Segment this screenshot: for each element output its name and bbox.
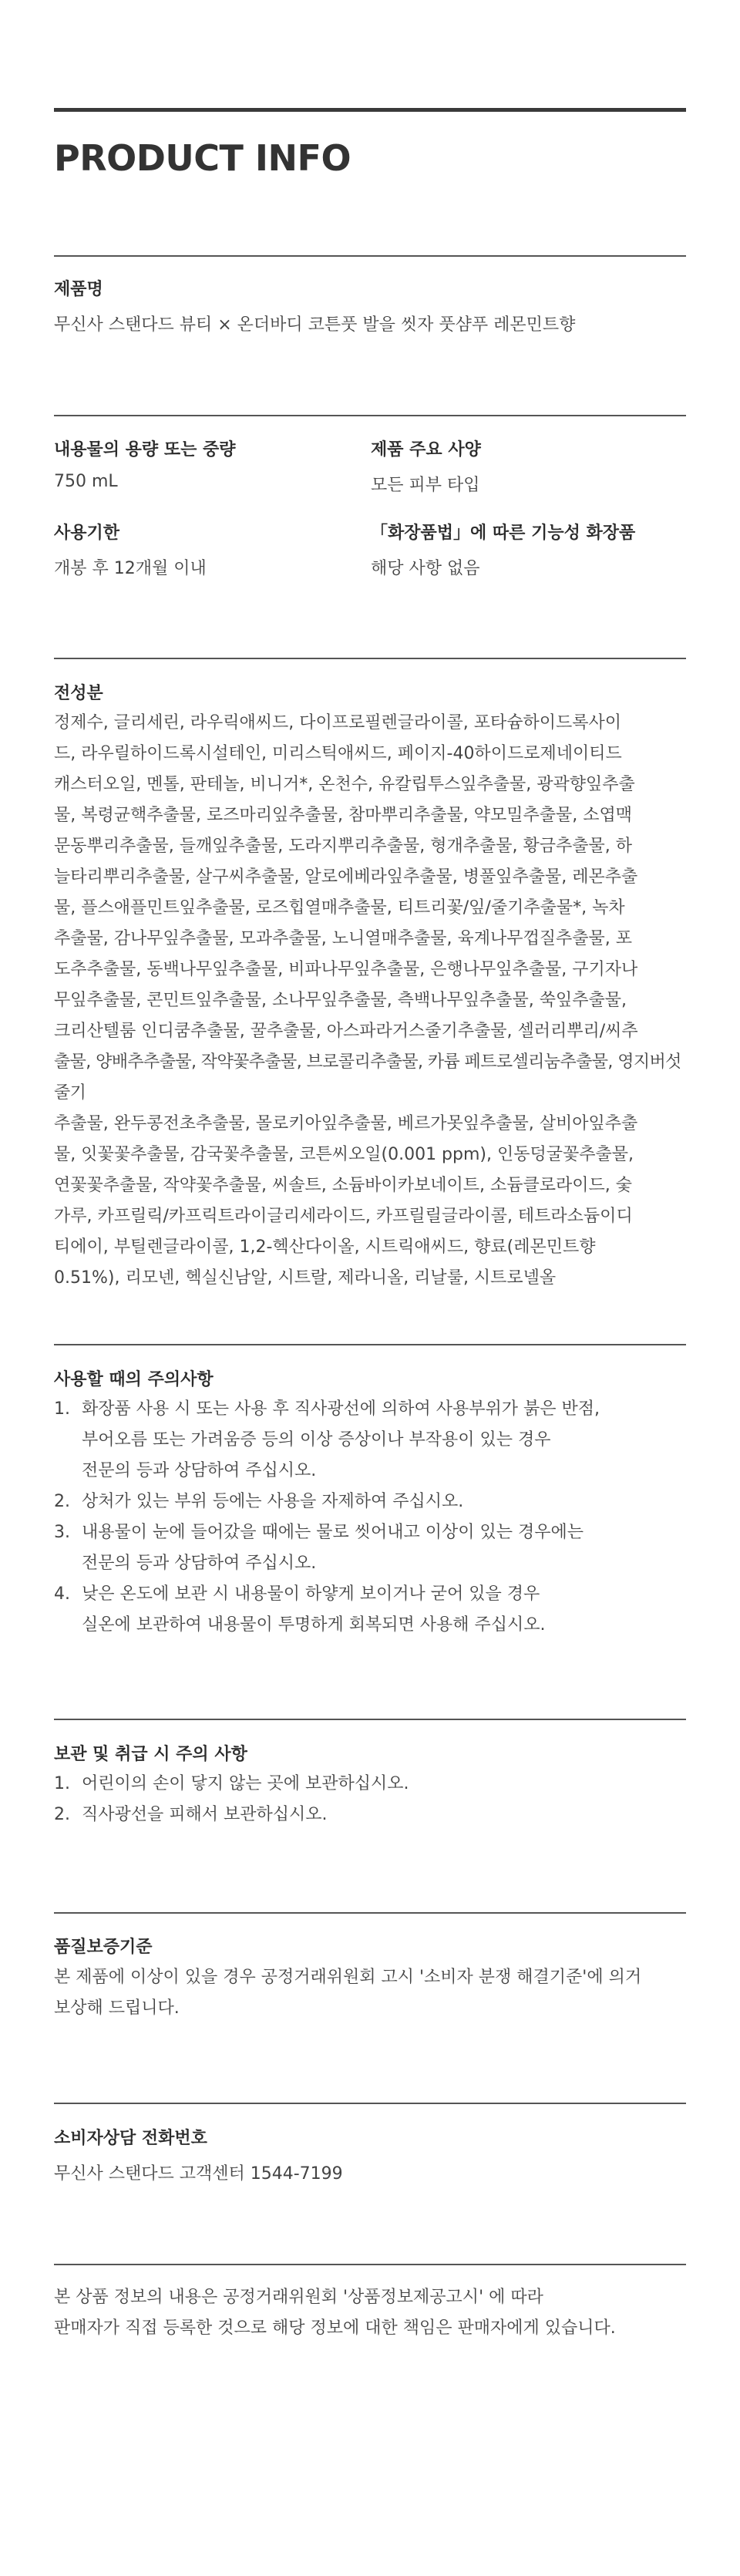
ingredients-line: 추출물, 감나무잎추출물, 모과추출물, 노니열매추출물, 육계나무껍질추출물, 포 <box>54 929 632 948</box>
precautions-list <box>54 1394 686 1641</box>
main-spec-label: 제품 주요 사양 <box>371 440 481 460</box>
quality-label: 품질보증기준 <box>54 1938 153 1957</box>
ingredients-label: 전성분 <box>54 684 103 703</box>
storage-item: 2. 직사광선을 피해서 보관하십시오. <box>54 1805 328 1824</box>
storage-item: 1. 어린이의 손이 닿지 않는 곳에 보관하십시오. <box>54 1774 409 1793</box>
functional-cosmetic-label: 「화장품법」에 따른 기능성 화장품 <box>371 524 636 543</box>
ingredients-line: 추출물, 완두콩전초추출물, 몰로키아잎추출물, 베르가못잎추출물, 살비아잎추출 <box>54 1114 638 1133</box>
ingredients-line: 드, 라우릴하이드록시설테인, 미리스틱애씨드, 페이지-40하이드로제네이티드 <box>54 744 622 763</box>
ingredients-line: 가루, 카프릴릭/카프릭트라이글리세라이드, 카프릴릴글라이콜, 테트라소듐이디 <box>54 1207 633 1226</box>
ingredients-line: 물, 플스애플민트잎추출물, 로즈힙열매추출물, 티트리꽃/잎/줄기추출물*, 녹차 <box>54 898 625 918</box>
ingredients-line: 도추추출물, 동백나무잎추출물, 비파나무잎추출물, 은행나무잎추출물, 구기자나 <box>54 960 638 979</box>
section-divider <box>54 2264 686 2265</box>
ingredients-line: 0.51%), 리모넨, 헥실신남알, 시트랄, 제라니올, 리날룰, 시트로넬올 <box>54 1268 557 1288</box>
ingredients-text <box>54 708 686 1294</box>
consult-label: 소비자상담 전화번호 <box>54 2129 207 2148</box>
legal-notice: 본 상품 정보의 내용은 공정거래위원회 '상품정보제공고시' 에 따라 판매자가 직접 등록한 것으로 해당 정보에 대한 책임은 판매자에게 있습니다. <box>54 2288 616 2338</box>
ingredients-line: 물, 잇꽃꽃추출물, 감국꽃추출물, 코튼씨오일(0.001 ppm), 인동덩굴꽃추출물, <box>54 1145 634 1164</box>
ingredients-line: 늘타리뿌리추출물, 살구씨추출물, 알로에베라잎추출물, 병풀잎추출물, 레몬추출 <box>54 867 638 887</box>
ingredients-line: 연꽃꽃추출물, 작약꽃추출물, 씨솔트, 소듐바이카보네이트, 소듐클로라이드, 숯 <box>54 1176 632 1195</box>
precaution-item: 4. 낮은 온도에 보관 시 내용물이 하얗게 보이거나 굳어 있을 경우 실온에 보관하여 내용물이 투명하게 회복되면 사용해 주십시오. <box>54 1584 546 1635</box>
precaution-item: 2. 상처가 있는 부위 등에는 사용을 자제하여 주십시오. <box>54 1492 464 1511</box>
precaution-item: 1. 화장품 사용 시 또는 사용 후 직사광선에 의하여 사용부위가 붉은 반점, 부어오름 또는 가려움증 등의 이상 증상이나 부작용이 있는 경우 전문의 등과 상담하여 주십시오. <box>54 1399 600 1480</box>
ingredients-line: 캐스터오일, 멘톨, 판테놀, 비니거*, 온천수, 유칼립투스잎추출물, 광곽향잎추출 <box>54 775 635 794</box>
page-title: PRODUCT INFO <box>54 137 352 179</box>
quality-text: 본 제품에 이상이 있을 경우 공정거래위원회 고시 '소비자 분쟁 해결기준'에 의거 보상해 드립니다. <box>54 1968 642 2018</box>
ingredients-line: 무잎추출물, 콘민트잎추출물, 소나무잎추출물, 측백나무잎추출물, 쑥잎추출물, <box>54 991 627 1010</box>
volume-value: 750 mL <box>54 472 118 491</box>
section-divider <box>54 255 686 257</box>
functional-cosmetic-value: 해당 사항 없음 <box>371 559 480 578</box>
volume-label: 내용물의 용량 또는 중량 <box>54 440 236 460</box>
precautions-label: 사용할 때의 주의사항 <box>54 1370 214 1389</box>
ingredients-line: 출물, 양배추추출물, 작약꽃추출물, 브로콜리추출물, 카륨 페트로셀리눔추출물, 영지버섯줄기 <box>54 1052 681 1103</box>
section-divider <box>54 2103 686 2104</box>
ingredients-line: 크리산텔룸 인디쿰추출물, 꿀추출물, 아스파라거스줄기추출물, 셀러리뿌리/씨추 <box>54 1022 638 1041</box>
storage-label: 보관 및 취급 시 주의 사항 <box>54 1745 247 1764</box>
precaution-item: 3. 내용물이 눈에 들어갔을 때에는 물로 씻어내고 이상이 있는 경우에는 전문의 등과 상담하여 주십시오. <box>54 1523 584 1573</box>
main-spec-value: 모든 피부 타입 <box>371 476 480 495</box>
top-divider <box>54 108 686 112</box>
product-name-label: 제품명 <box>54 280 103 299</box>
product-name-value: 무신사 스탠다드 뷰티 × 온더바디 코튼풋 발을 씻자 풋샴푸 레몬민트향 <box>54 315 576 335</box>
section-divider <box>54 1344 686 1345</box>
consult-phone: 무신사 스탠다드 고객센터 1544-7199 <box>54 2164 343 2184</box>
section-divider <box>54 415 686 416</box>
section-divider <box>54 658 686 659</box>
expiry-label: 사용기한 <box>54 524 120 543</box>
ingredients-line: 정제수, 글리세린, 라우릭애씨드, 다이프로필렌글라이콜, 포타슘하이드록사이 <box>54 713 622 732</box>
ingredients-line: 물, 복령균핵추출물, 로즈마리잎추출물, 참마뿌리추출물, 약모밀추출물, 소엽맥 <box>54 806 632 825</box>
expiry-value: 개봉 후 12개월 이내 <box>54 559 207 578</box>
storage-list <box>54 1769 686 1830</box>
section-divider <box>54 1719 686 1720</box>
ingredients-line: 문동뿌리추출물, 들깨잎추출물, 도라지뿌리추출물, 형개추출물, 황금추출물, 하 <box>54 837 632 856</box>
section-divider <box>54 1912 686 1914</box>
ingredients-line: 티에이, 부틸렌글라이콜, 1,2-헥산다이올, 시트릭애씨드, 향료(레몬민트향 <box>54 1237 596 1257</box>
